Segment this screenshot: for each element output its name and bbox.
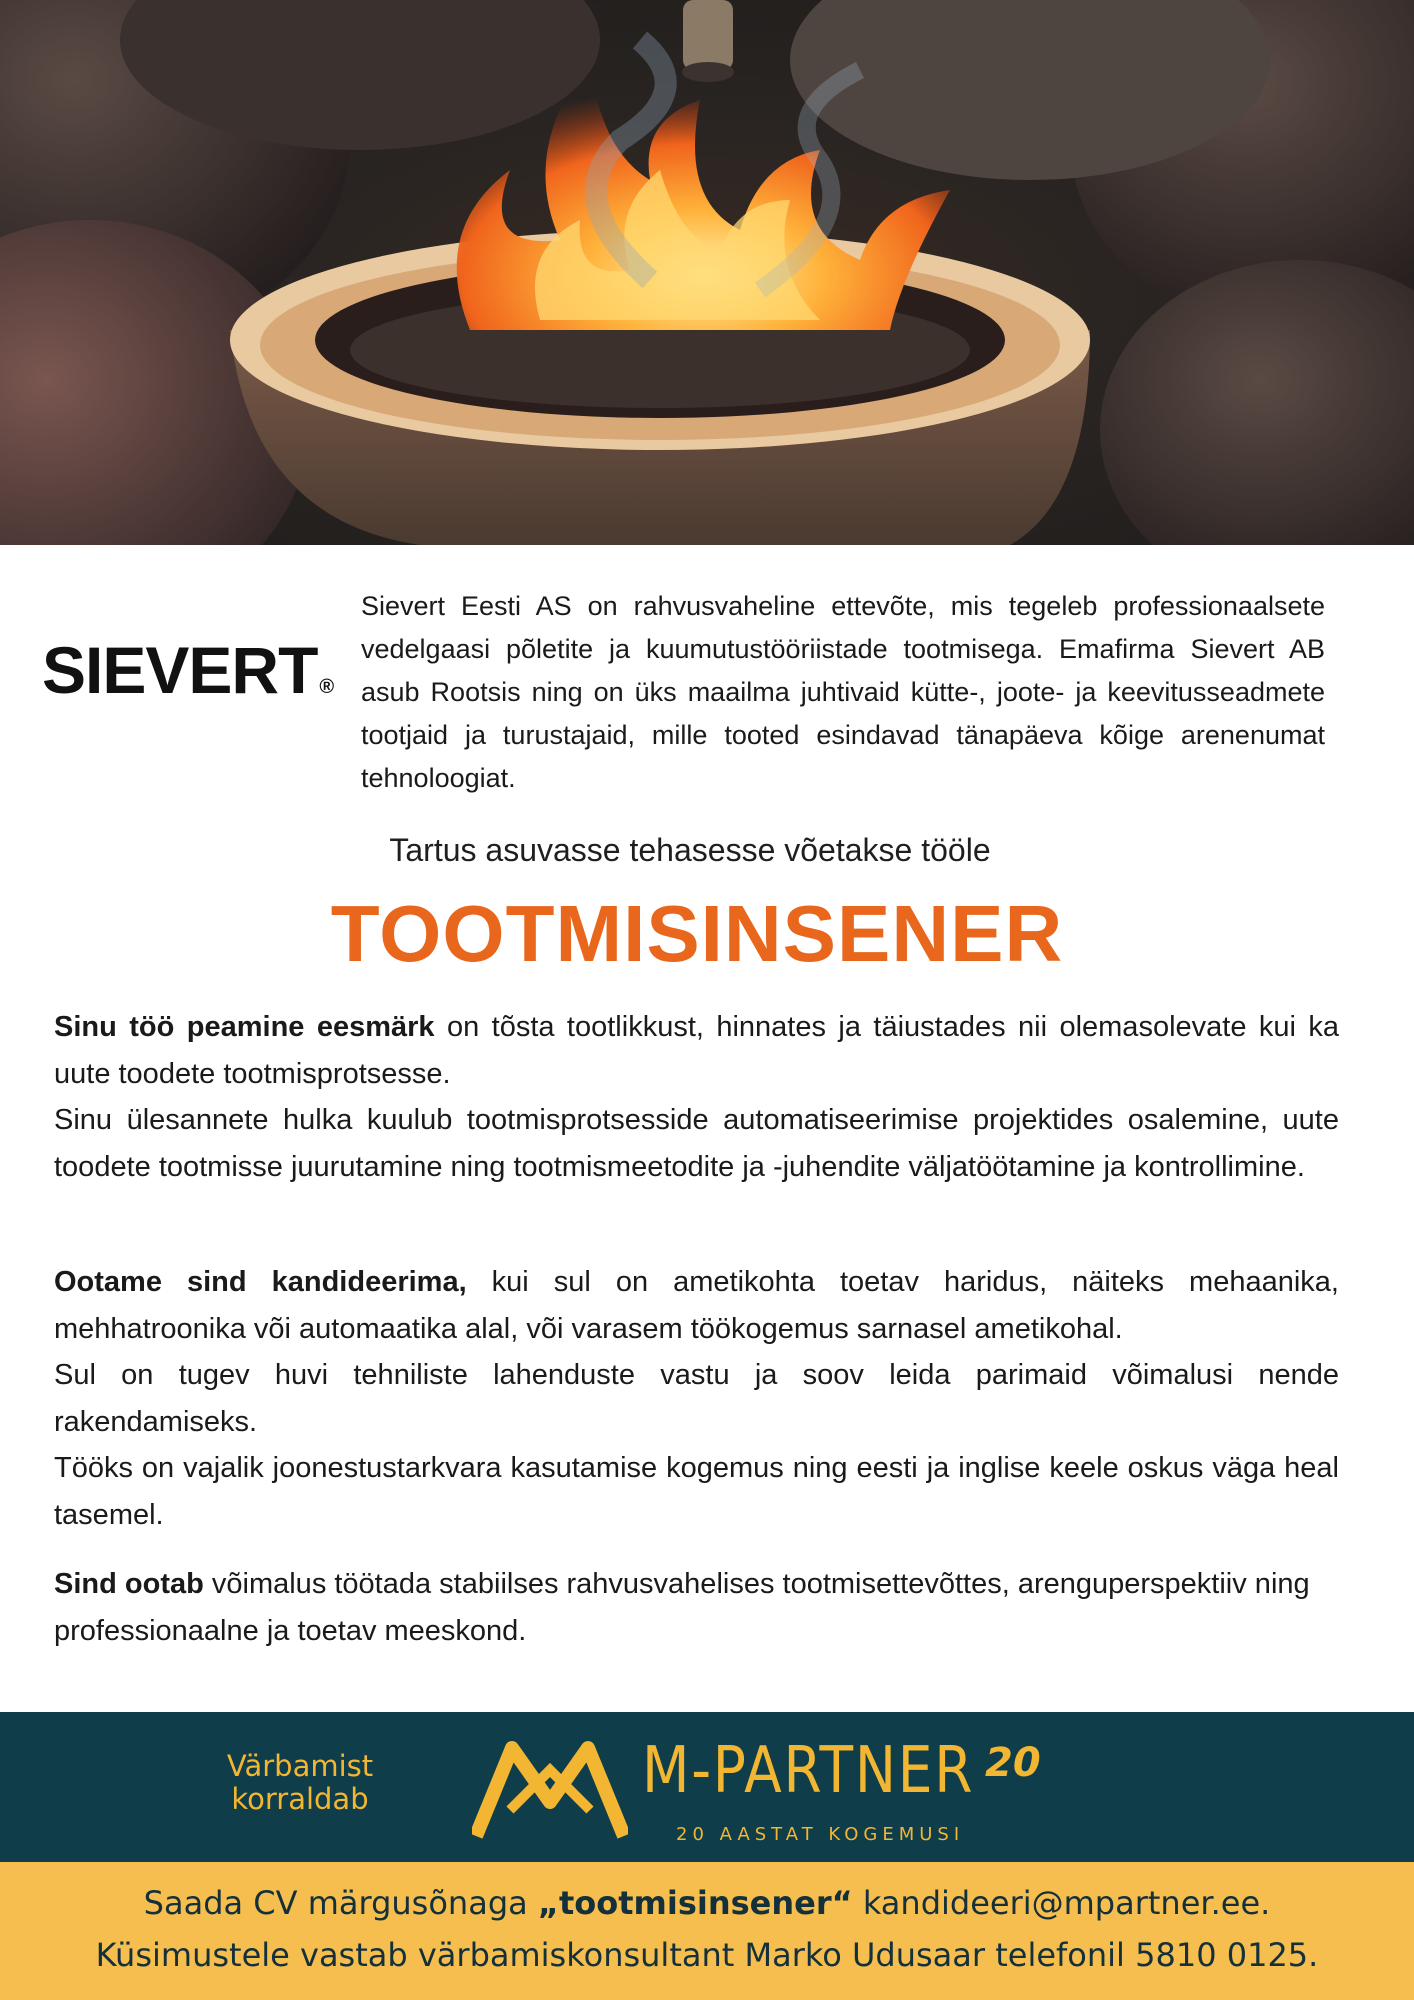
goal-tasks: Sinu ülesannete hulka kuulub tootmisprotsesside automatiseerimise projektides osalemine, uute toodete tootmisse juurutamine ning tootmismeetodite ja -juhendite väljatöötamine ja kontrollimine. — [54, 1104, 1339, 1183]
recruiter-label-line2: korraldab — [231, 1782, 369, 1816]
contact-band — [0, 1862, 1414, 2000]
goal-lead: Sinu töö peamine eesmärk — [54, 1011, 435, 1043]
requirements-text: kui sul on ametikohta toetav haridus, näiteks mehaanika, mehhatroonika või automaatika alal, või varasem töökogemus sarnasel ametikohal. — [54, 1266, 1339, 1345]
fire-pit-illustration — [0, 0, 1414, 545]
goal-text: on tõsta tootlikkust, hinnates ja täiustades nii olemasolevate kui ka uute toodete tootmisprotsesse. — [54, 1011, 1339, 1090]
requirements-interest: Sul on tugev huvi tehniliste lahenduste vastu ja soov leida parimaid võimalusi nende rakendamiseks. — [54, 1359, 1339, 1438]
company-intro-row — [0, 585, 1414, 805]
hero-photo — [0, 0, 1414, 545]
m-partner-mark-icon — [472, 1740, 628, 1849]
registered-mark: ® — [319, 676, 335, 698]
contact-line-1 — [0, 1884, 1414, 1922]
section-requirements — [54, 1259, 1339, 1538]
m-partner-name: M-PARTNER — [642, 1734, 975, 1808]
logo-wordmark: SIEVERT — [42, 633, 318, 707]
requirements-paragraph — [54, 1259, 1339, 1352]
sievert-logo — [42, 633, 335, 707]
posting-subheading: Tartus asuvasse tehasesse võetakse tööle — [389, 832, 991, 868]
section-goal — [54, 1004, 1339, 1190]
requirements-skills: Tööks on vajalik joonestustarkvara kasutamise kogemus ning eesti ja inglise keele oskus väga heal tasemel. — [54, 1452, 1339, 1531]
recruiter-band — [0, 1712, 1414, 1862]
anniversary-badge: 20 — [985, 1740, 1041, 1786]
job-title: TOOTMISINSENER — [330, 889, 1064, 978]
recruiter-label — [200, 1750, 400, 1816]
contact-keyword: „tootmisinsener“ — [537, 1884, 853, 1922]
section-offer — [54, 1561, 1339, 1654]
recruiter-label-line1: Värbamist — [226, 1749, 374, 1783]
offer-text: võimalus töötada stabiilses rahvusvahelises tootmisettevõttes, arenguperspektiiv ning professionaalne ja toetav meeskond. — [54, 1568, 1310, 1647]
offer-lead: Sind ootab — [54, 1568, 204, 1600]
m-partner-tagline: 20 AASTAT KOGEMUSI — [676, 1824, 965, 1845]
offer-paragraph — [54, 1561, 1339, 1654]
contact-email[interactable]: kandideeri@mpartner.ee. — [852, 1884, 1271, 1922]
contact-line1-pre: Saada CV märgusõnaga — [143, 1884, 538, 1922]
contact-line-2: Küsimustele vastab värbamiskonsultant Marko Udusaar telefonil 5810 0125. — [95, 1936, 1319, 1974]
goal-paragraph — [54, 1004, 1339, 1097]
company-intro-text: Sievert Eesti AS on rahvusvaheline ettevõte, mis tegeleb professionaalsete vedelgaasi põletite ja kuumutustööriistade tootmisega. Emafirma Sievert AB asub Rootsis ning on üks maailma juhtivaid kütte-, joote- ja keevitusseadmete tootjaid ja turustajaid, mille tooted esindavad tänapäeva kõige arenenumat tehnoloogiat. — [361, 591, 1325, 793]
requirements-lead: Ootame sind kandideerima, — [54, 1266, 467, 1298]
